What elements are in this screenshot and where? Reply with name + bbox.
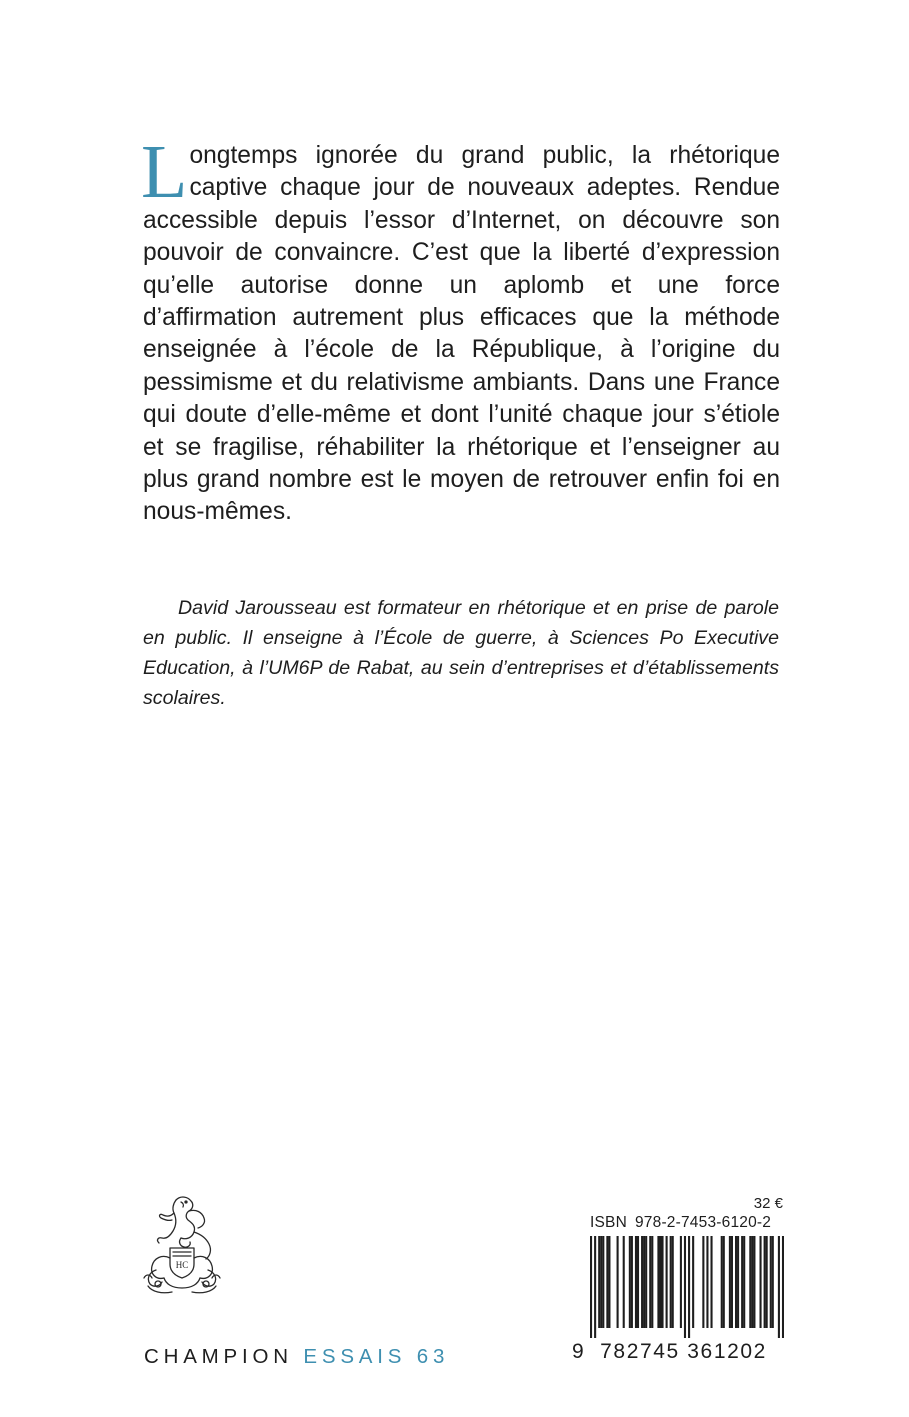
barcode-bar bbox=[710, 1236, 712, 1328]
barcode-bar bbox=[637, 1236, 639, 1328]
barcode-bar bbox=[706, 1236, 708, 1328]
barcode-bar bbox=[735, 1236, 737, 1328]
barcode-right-digits: 361202 bbox=[687, 1340, 767, 1363]
barcode-bar bbox=[770, 1236, 772, 1328]
barcode-bar bbox=[737, 1236, 739, 1328]
barcode-bar bbox=[688, 1236, 690, 1338]
barcode-bar bbox=[594, 1236, 596, 1338]
barcode-bar bbox=[590, 1236, 592, 1338]
barcode-bar bbox=[629, 1236, 631, 1328]
isbn-line bbox=[590, 1214, 771, 1232]
series-number: ESSAIS 63 bbox=[303, 1345, 450, 1368]
barcode-bar bbox=[764, 1236, 766, 1328]
barcode-digits bbox=[572, 1340, 782, 1364]
horse-crest-logo-icon bbox=[136, 1192, 228, 1300]
barcode-bar bbox=[680, 1236, 682, 1328]
barcode-bar bbox=[635, 1236, 637, 1328]
barcode-bar bbox=[729, 1236, 731, 1328]
summary-paragraph bbox=[141, 130, 780, 529]
barcode-bar bbox=[692, 1236, 694, 1328]
barcode-bar bbox=[617, 1236, 619, 1328]
barcode-bar bbox=[766, 1236, 768, 1328]
barcode-bar bbox=[772, 1236, 774, 1328]
svg-text:HC: HC bbox=[175, 1260, 189, 1270]
barcode-bar bbox=[602, 1236, 604, 1328]
barcode-bar bbox=[600, 1236, 602, 1328]
barcode-image bbox=[590, 1236, 784, 1338]
barcode-bar bbox=[749, 1236, 751, 1328]
barcode-bar bbox=[702, 1236, 704, 1328]
publisher-name: CHAMPION bbox=[144, 1345, 293, 1368]
barcode-bar bbox=[753, 1236, 755, 1328]
barcode-bar bbox=[782, 1236, 784, 1338]
author-bio: David Jarousseau est formateur en rhétorique et en prise de parole en public. Il enseigne à l’École de guerre, à Sciences Po Executive Education, à l’UM6P de Rabat, au sein d’entreprises et d’établissements scolaires. bbox=[143, 597, 779, 709]
barcode-bar bbox=[759, 1236, 761, 1328]
barcode-bar bbox=[645, 1236, 647, 1328]
barcode-bar bbox=[721, 1236, 723, 1328]
barcode-bar bbox=[723, 1236, 725, 1328]
price-label: 32 € bbox=[753, 1195, 783, 1212]
barcode-bar bbox=[778, 1236, 780, 1338]
barcode-bar bbox=[751, 1236, 753, 1328]
barcode-bar bbox=[731, 1236, 733, 1328]
isbn-number: 978-2-7453-6120-2 bbox=[634, 1214, 772, 1231]
barcode-bar bbox=[666, 1236, 668, 1328]
barcode-bar bbox=[649, 1236, 651, 1328]
barcode-bar bbox=[598, 1236, 600, 1328]
barcode-bar bbox=[623, 1236, 625, 1328]
barcode-bar bbox=[684, 1236, 686, 1338]
barcode-bar bbox=[641, 1236, 643, 1328]
barcode-bar bbox=[741, 1236, 743, 1328]
barcode-bar bbox=[670, 1236, 672, 1328]
barcode-bar bbox=[631, 1236, 633, 1328]
barcode-bar bbox=[672, 1236, 674, 1328]
series-title bbox=[144, 1345, 449, 1369]
barcode-bar bbox=[657, 1236, 659, 1328]
barcode-bar bbox=[606, 1236, 608, 1328]
barcode-bar bbox=[743, 1236, 745, 1328]
barcode-bar bbox=[661, 1236, 663, 1328]
barcode-bar bbox=[659, 1236, 661, 1328]
isbn-label: ISBN bbox=[590, 1214, 627, 1231]
drop-cap: L bbox=[141, 130, 188, 214]
barcode-bar bbox=[651, 1236, 653, 1328]
barcode-left-digits: 782745 bbox=[600, 1340, 680, 1363]
barcode-first-digit: 9 bbox=[572, 1340, 586, 1363]
summary-text: ongtemps ignorée du grand public, la rhétorique captive chaque jour de nouveaux adeptes. Rendue accessible depuis l’essor d’Internet, on découvre son pouvoir de convaincre. C’est que la liberté d’expression qu’elle autorise donne un aplomb et une force d’affirmation autrement plus efficaces que la méthode enseignée à l’école de la République, à l’origine du pessimisme et du relativisme ambiants. Dans une France qui doute d’elle-même et dont l’unité chaque jour s’étiole et se fragilise, réhabiliter la rhétorique et l’enseigner au plus grand nombre est le moyen de retrouver enfin foi en nous-mêmes. bbox=[143, 142, 780, 526]
barcode-bar bbox=[643, 1236, 645, 1328]
barcode-bar bbox=[608, 1236, 610, 1328]
